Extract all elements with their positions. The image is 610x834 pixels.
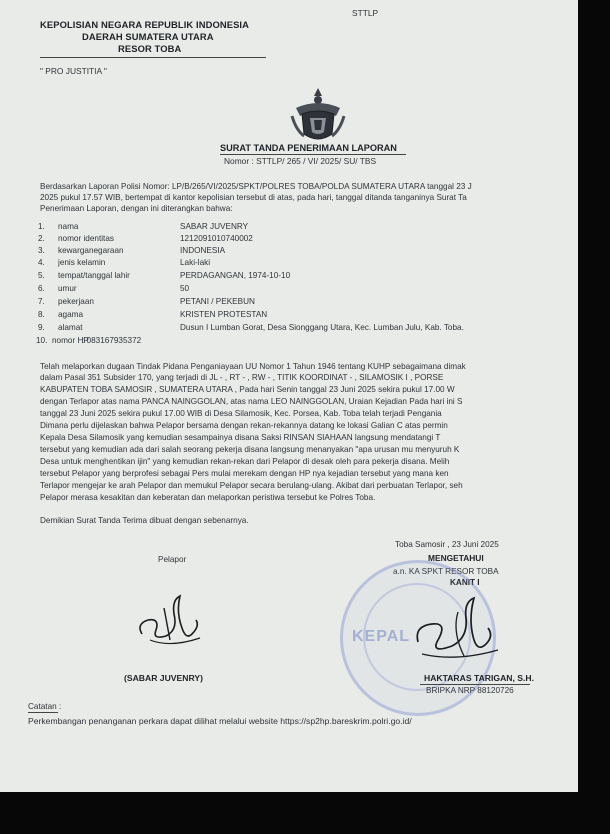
notes-underline xyxy=(28,712,58,713)
title-underline xyxy=(220,154,406,155)
police-emblem-icon xyxy=(288,86,348,144)
body-line: Dimana perlu dijelaskan bahwa Pelapor bersama dengan rekan-rekannya datang ke lokasi Galian C atas permin xyxy=(40,421,448,430)
identity-row: 2. nomor identitas 1212091010740002 xyxy=(38,234,253,243)
document-number: Nomor : STTLP/ 265 / VI/ 2025/ SU/ TBS xyxy=(224,156,377,166)
body-line: Kepala Desa Silamosik yang kemudian sesampainya disana Saksi RINSAN SIAHAAN langsung mendatangi T xyxy=(40,433,441,442)
officer-name: HAKTARAS TARIGAN, S.H. xyxy=(424,673,534,683)
body-line: dengan Terlapor atas nama PANCA NAINGGOLAN, atas nama LEO NAINGGOLAN, Uraian Kejadian Pada hari ini S xyxy=(40,397,463,406)
body-line: tanggal 23 Juni 2025 sekira pukul 17.00 WIB di Desa Silamosik, Kec. Porsea, Kab. Toba telah terjadi Pengania xyxy=(40,409,442,418)
body-line: Pelapor merasa kesakitan dan keberatan dan melaporkan peristiwa tersebut ke Polres Toba. xyxy=(40,493,376,502)
officer-rank: BRIPKA NRP 88120726 xyxy=(426,686,514,695)
body-line: tersebut Pelapor yang berprofesi sebagai Pers mulai merekam dengan HP nya kejadian tersebut yang mana ken xyxy=(40,469,449,478)
stamp-text: KEPAL xyxy=(352,628,411,645)
body-line: KABUPATEN TOBA SAMOSIR , SUMATERA UTARA , Pada hari Senin tanggal 23 Juni 2025 sekira pukul 17.00 W xyxy=(40,385,455,394)
intro-line-2: 2025 pukul 17.57 WIB, bertempat di kantor kepolisian tersebut di atas, pada hari, tanggal ditanda tanganinya Surat Ta xyxy=(40,193,467,202)
identity-row: 3. kewarganegaraan INDONESIA xyxy=(38,246,226,255)
institution-line-3: RESOR TOBA xyxy=(118,43,182,54)
document-title: SURAT TANDA PENERIMAAN LAPORAN xyxy=(220,143,397,153)
pro-justitia: " PRO JUSTITIA " xyxy=(40,66,107,76)
body-line: Telah melaporkan dugaan Tindak Pidana Penganiayaan UU Nomor 1 Tahun 1946 tentang KUHP sebagaimana dimak xyxy=(40,362,466,371)
body-line: tersebut yang kemudian ada dari salah seorang pekerja disana langsung menanyakan "apa urusan mu menyuruh K xyxy=(40,445,460,454)
identity-row: 8. agama KRISTEN PROTESTAN xyxy=(38,310,268,319)
intro-line-1: Berdasarkan Laporan Polisi Nomor: LP/B/265/VI/2025/SPKT/POLRES TOBA/POLDA SUMATERA UTARA tanggal 23 J xyxy=(40,182,472,191)
officer-signature-icon xyxy=(408,596,504,666)
body-line: Desa untuk menghentikan ijin" yang kemudian rekan-rekan dari Pelapor di desak oleh para pekerja disana. Melih xyxy=(40,457,450,466)
place-date: Toba Samosir , 23 Juni 2025 xyxy=(395,540,499,549)
header-underline xyxy=(40,57,266,58)
institution-line-2: DAERAH SUMATERA UTARA xyxy=(82,31,214,42)
phone-row: 10. nomor HP : 083167935372 xyxy=(36,336,142,345)
identity-row: 6. umur 50 xyxy=(38,284,190,293)
identity-row: 9. alamat Dusun I Lumban Gorat, Desa Sionggang Utara, Kec. Lumban Julu, Kab. Toba. xyxy=(38,323,464,332)
identity-row: 1. nama SABAR JUVENRY xyxy=(38,222,249,231)
dark-background xyxy=(578,0,610,834)
identity-row: 4. jenis kelamin Laki-laki xyxy=(38,258,211,267)
closing-statement: Demikian Surat Tanda Terima dibuat dengan sebenarnya. xyxy=(40,516,249,525)
reporter-signature-icon xyxy=(130,590,210,652)
intro-line-3: Penerimaan Laporan, dengan ini diterangkan bahwa: xyxy=(40,204,233,213)
notes-text: Perkembangan penanganan perkara dapat dilihat melalui website https://sp2hp.bareskrim.polri.go.id/ xyxy=(28,716,412,726)
notes-label: Catatan : xyxy=(28,702,62,711)
institution-line-1: KEPOLISIAN NEGARA REPUBLIK INDONESIA xyxy=(40,19,249,30)
acknowledged-label: MENGETAHUI xyxy=(428,553,484,563)
reporter-label: Pelapor xyxy=(158,555,187,564)
position-title: KANIT I xyxy=(450,578,480,587)
top-right-code: STTLP xyxy=(352,8,379,18)
identity-row: 5. tempat/tanggal lahir PERDAGANGAN, 1974-10-10 xyxy=(38,271,291,280)
body-line: dalam Pasal 351 Subsider 170, yang terjadi di JL - , RT - , RW - , TITIK KOORDINAT - , SILAMOSIK I , PORSE xyxy=(40,373,444,382)
on-behalf: a.n. KA SPKT RESOR TOBA xyxy=(393,567,499,576)
body-line: Terlapor mengejar ke arah Pelapor dan memukul Pelapor secara berulang-ulang. Akibat dari perbuatan Terlapor, seh xyxy=(40,481,463,490)
identity-row: 7. pekerjaan PETANI / PEKEBUN xyxy=(38,297,255,306)
reporter-name: (SABAR JUVENRY) xyxy=(124,673,203,683)
